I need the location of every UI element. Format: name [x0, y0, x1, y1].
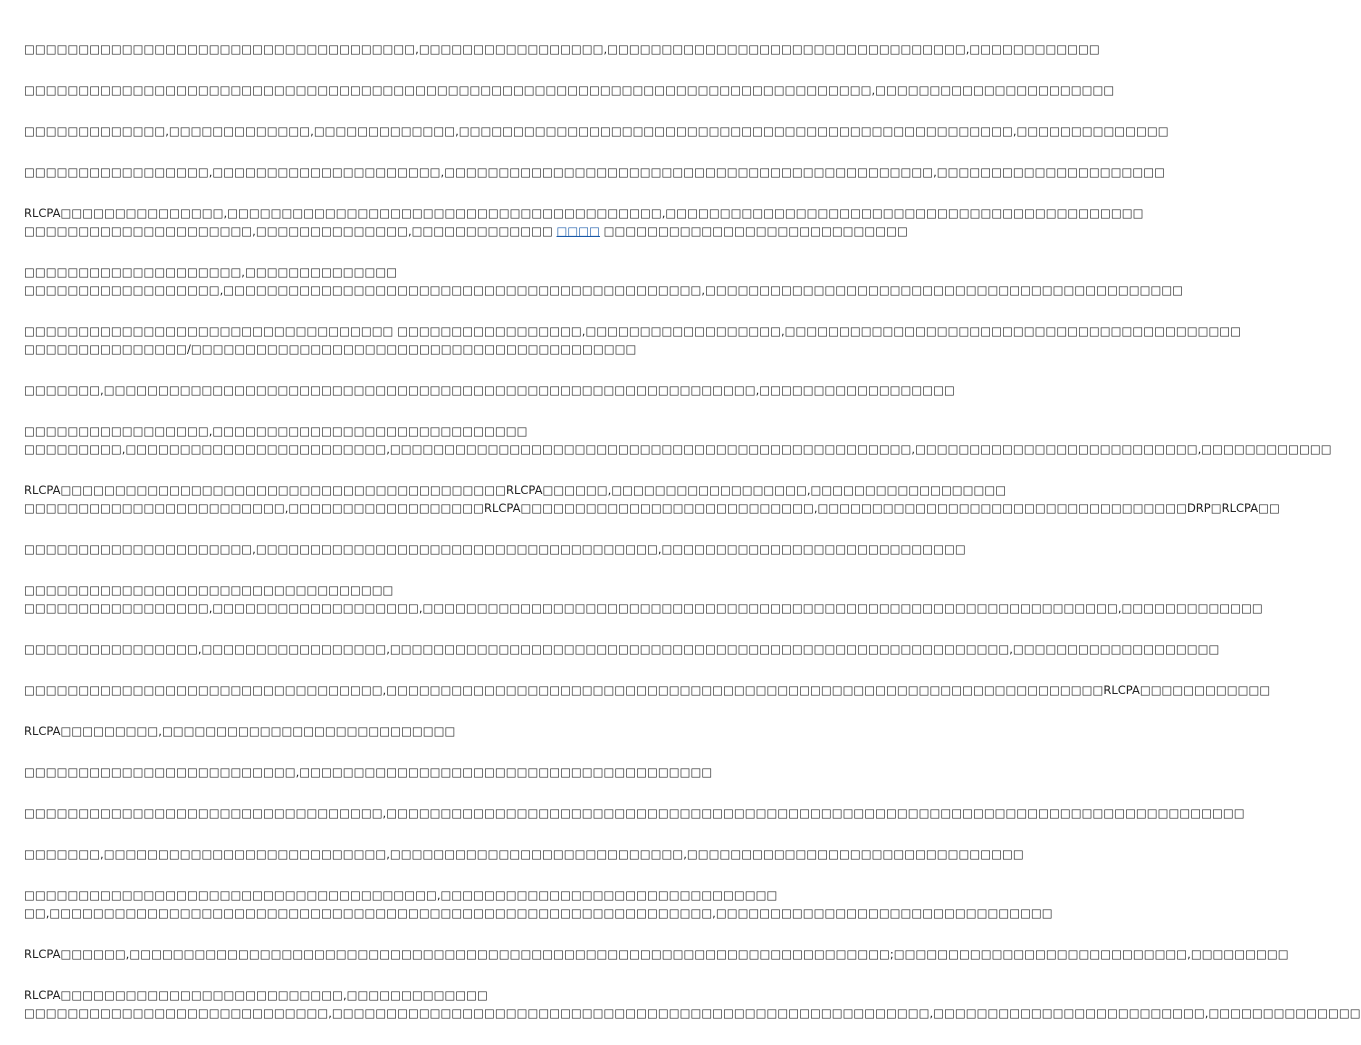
paragraph-line — [24, 422, 720, 440]
paragraph — [24, 81, 1115, 99]
line-text-after-link: □□□□□□□□□□□□□□□□□□□□□□□□□□□□ — [599, 224, 908, 238]
paragraph-line — [24, 581, 720, 599]
paragraph-line — [24, 263, 720, 281]
paragraph-line — [24, 599, 1263, 617]
line-text: □□□□□□□□□□□□□□□□□□□□,□□□□□□□□□□□□□□ — [24, 265, 398, 279]
inline-link[interactable]: □□□□ — [556, 224, 600, 238]
paragraph-line — [24, 763, 720, 781]
line-text: □□□□□□□,□□□□□□□□□□□□□□□□□□□□□□□□□□,□□□□□□□□□□□□□□□□□□□□□□□□□□□,□□□□□□□□□□□□□□□□□□□□□□□□□□□□□□□ — [24, 847, 1024, 861]
paragraph — [24, 681, 1271, 699]
line-text: □□□□□□□□□□□□□□□□□□,□□□□□□□□□□□□□□□□□□□□□□□□□□□□□□□□□□□□□□□□□□□□,□□□□□□□□□□□□□□□□□□□□□□□□□□□□□□□□□□□□□□□□□□□□ — [24, 283, 1184, 297]
line-text: □□□□□□□□□□□□□□□□□□□□□□□□□□□□□□□□□□□□□□,□□□□□□□□□□□□□□□□□□□□□□□□□□□□□□□ — [24, 888, 778, 902]
line-text: □□□□□□□□□□□□□□□□□□□□□,□□□□□□□□□□□□□□,□□□□□□□□□□□□□ — [24, 224, 557, 238]
line-text: RLCPA□□□□□□,□□□□□□□□□□□□□□□□□□□□□□□□□□□□□□□□□□□□□□□□□□□□□□□□□□□□□□□□□□□□□□□□□□□□□□;□□□□□□□□□□□□□□□□□□□□□□□□□□□,□□□□□□□□□ — [24, 947, 1289, 961]
line-text: □□□□□□□□□□□□□□□□□□□□□□□□□□□□□□□□□□ — [24, 583, 394, 597]
paragraph-line — [24, 986, 720, 1004]
paragraph-line — [24, 40, 1100, 58]
line-text: □□□□□□□□□□□□□□□□□□□□□□□□□□□□□□□□□,□□□□□□□□□□□□□□□□□□□□□□□□□□□□□□□□□□□□□□□□□□□□□□□□□□□□□□□□□□□□□□□□□□RLCPA□□□□□□□□□□□□ — [24, 683, 1271, 697]
paragraph — [24, 422, 1332, 458]
paragraph — [24, 322, 1242, 358]
paragraph-line — [24, 886, 778, 904]
paragraph-line — [24, 681, 1271, 699]
line-text: □□□□□□□□□□□□□□□□□,□□□□□□□□□□□□□□□□□□□□□,□□□□□□□□□□□□□□□□□□□□□□□□□□□□□□□□□□□□□□□□□□□□□,□□□□□□□□□□□□□□□□□□□□□ — [24, 165, 1165, 179]
document-body — [24, 40, 1361, 1045]
paragraph — [24, 581, 1263, 617]
line-text: RLCPA□□□□□□□□□□□□□□□□□□□□□□□□□□□□□□□□□□□□□□□□□RLCPA□□□□□□,□□□□□□□□□□□□□□□□□□,□□□□□□□□□□□□□□□□□□ — [24, 483, 1007, 497]
line-text: □□□□□□□□□□□□□□□□□□□□□□□□□□□□□□□□□□□□□□□□□□□□□□□□□□□□□□□□□□□□□□□□□□□□□□□□□□□□□□,□□□□□□□□□□□□□□□□□□□□□□ — [24, 83, 1115, 97]
paragraph-line — [24, 845, 1024, 863]
line-text: □□□□□□□□□□□□□□□□□□□□□□□□□□□□□□□□□□ □□□□□□□□□□□□□□□□□,□□□□□□□□□□□□□□□□□□,□□□□□□□□□□□□□□□□□□□□□□□□□□□□□□□□□□□□□□□□□□ — [24, 324, 1242, 338]
paragraph — [24, 381, 955, 399]
line-text: □□□□□□□□□□□□□□□□□□□□□□□□□□□□□□□□□,□□□□□□□□□□□□□□□□□□□□□□□□□□□□□□□□□□□□□□□□□□□□□□□□□□□□□□□□□□□□□□□□□□□□□□□□□□□□□□□ — [24, 806, 1245, 820]
paragraph — [24, 40, 1100, 58]
paragraph-line — [24, 481, 1007, 499]
paragraph-line — [24, 281, 1184, 299]
paragraph — [24, 845, 1024, 863]
paragraph-line — [24, 381, 955, 399]
paragraph — [24, 481, 1280, 517]
paragraph-line — [24, 163, 1165, 181]
line-text: RLCPA□□□□□□□□□,□□□□□□□□□□□□□□□□□□□□□□□□□□□ — [24, 724, 456, 738]
paragraph-line — [24, 804, 1245, 822]
paragraph — [24, 540, 966, 558]
paragraph-line — [24, 440, 1332, 458]
paragraph — [24, 263, 1184, 299]
line-text: □□,□□□□□□□□□□□□□□□□□□□□□□□□□□□□□□□□□□□□□□□□□□□□□□□□□□□□□□□□□□□□□,□□□□□□□□□□□□□□□□□□□□□□□□□□□□□□□ — [24, 906, 1053, 920]
paragraph — [24, 163, 1165, 181]
paragraph-line — [24, 540, 966, 558]
paragraph-line — [24, 81, 1115, 99]
line-text: □□□□□□□□□□□□□□□□□□□□□□□□□□□□□□□□□□□□,□□□□□□□□□□□□□□□□□,□□□□□□□□□□□□□□□□□□□□□□□□□□□□□□□□□,□□□□□□□□□□□□ — [24, 42, 1100, 56]
line-text: □□□□□□□,□□□□□□□□□□□□□□□□□□□□□□□□□□□□□□□□□□□□□□□□□□□□□□□□□□□□□□□□□□□□,□□□□□□□□□□□□□□□□□□ — [24, 383, 955, 397]
paragraph-line — [24, 340, 720, 358]
paragraph-line — [24, 945, 1289, 963]
line-text: □□□□□□□□□□□□□□□□□,□□□□□□□□□□□□□□□□□□□,□□□□□□□□□□□□□□□□□□□□□□□□□□□□□□□□□□□□□□□□□□□□□□□□□□□□□□□□□□□□□□□□,□□□□□□□□□□□□□ — [24, 601, 1263, 615]
line-text: RLCPA□□□□□□□□□□□□□□□□□□□□□□□□□□,□□□□□□□□□□□□□ — [24, 988, 488, 1002]
paragraph — [24, 986, 1361, 1022]
paragraph-line — [24, 904, 1053, 922]
paragraph — [24, 763, 720, 781]
line-text: □□□□□□□□□□□□□,□□□□□□□□□□□□□,□□□□□□□□□□□□□,□□□□□□□□□□□□□□□□□□□□□□□□□□□□□□□□□□□□□□□□□□□□□□□□□□□,□□□□□□□□□□□□□□ — [24, 124, 1169, 138]
paragraph-line — [24, 122, 1169, 140]
line-text: □□□□□□□□□□□□□□□□□□□□□,□□□□□□□□□□□□□□□□□□□□□□□□□□□□□□□□□□□□□,□□□□□□□□□□□□□□□□□□□□□□□□□□□□ — [24, 542, 966, 556]
line-text: □□□□□□□□□□□□□□□□□□□□□□□□,□□□□□□□□□□□□□□□□□□RLCPA□□□□□□□□□□□□□□□□□□□□□□□□□□□,□□□□□□□□□□□□□□□□□□□□□□□□□□□□□□□□□□DRP□RLCPA□□ — [24, 501, 1280, 515]
paragraph-line — [24, 322, 1242, 340]
line-text: □□□□□□□□□□□□□□□□□□□□□□□□□,□□□□□□□□□□□□□□□□□□□□□□□□□□□□□□□□□□□□□□ — [24, 765, 713, 779]
paragraph-line — [24, 222, 908, 240]
paragraph — [24, 804, 1245, 822]
line-text: □□□□□□□□□,□□□□□□□□□□□□□□□□□□□□□□□□,□□□□□□□□□□□□□□□□□□□□□□□□□□□□□□□□□□□□□□□□□□□□□□□□,□□□□□□□□□□□□□□□□□□□□□□□□□□,□□□□□□□□□□□□ — [24, 442, 1332, 456]
line-text: □□□□□□□□□□□□□□□□□□□□□□□□□□□□,□□□□□□□□□□□□□□□□□□□□□□□□□□□□□□□□□□□□□□□□□□□□□□□□□□□□□□□,□□□□□□□□□□□□□□□□□□□□□□□□□,□□□□□□□□□□□□□□ — [24, 1006, 1361, 1020]
line-text: □□□□□□□□□□□□□□□□□,□□□□□□□□□□□□□□□□□□□□□□□□□□□□□ — [24, 424, 528, 438]
paragraph — [24, 886, 1053, 922]
paragraph-line — [24, 722, 720, 740]
paragraph — [24, 945, 1289, 963]
paragraph — [24, 640, 1220, 658]
paragraph-line — [24, 1004, 1361, 1022]
paragraph-line — [24, 640, 1220, 658]
paragraph-line — [24, 499, 1280, 517]
paragraph — [24, 122, 1169, 140]
line-text: RLCPA□□□□□□□□□□□□□□□,□□□□□□□□□□□□□□□□□□□□□□□□□□□□□□□□□□□□□□□□,□□□□□□□□□□□□□□□□□□□□□□□□□□□□□□□□□□□□□□□□□□□□ — [24, 206, 1144, 220]
line-text: □□□□□□□□□□□□□□□□,□□□□□□□□□□□□□□□□□,□□□□□□□□□□□□□□□□□□□□□□□□□□□□□□□□□□□□□□□□□□□□□□□□□□□□□□□□□,□□□□□□□□□□□□□□□□□□□ — [24, 642, 1220, 656]
paragraph — [24, 722, 720, 740]
line-text: □□□□□□□□□□□□□□□/□□□□□□□□□□□□□□□□□□□□□□□□□□□□□□□□□□□□□□□□□ — [24, 342, 637, 356]
paragraph-line — [24, 204, 1144, 222]
paragraph — [24, 204, 1144, 240]
